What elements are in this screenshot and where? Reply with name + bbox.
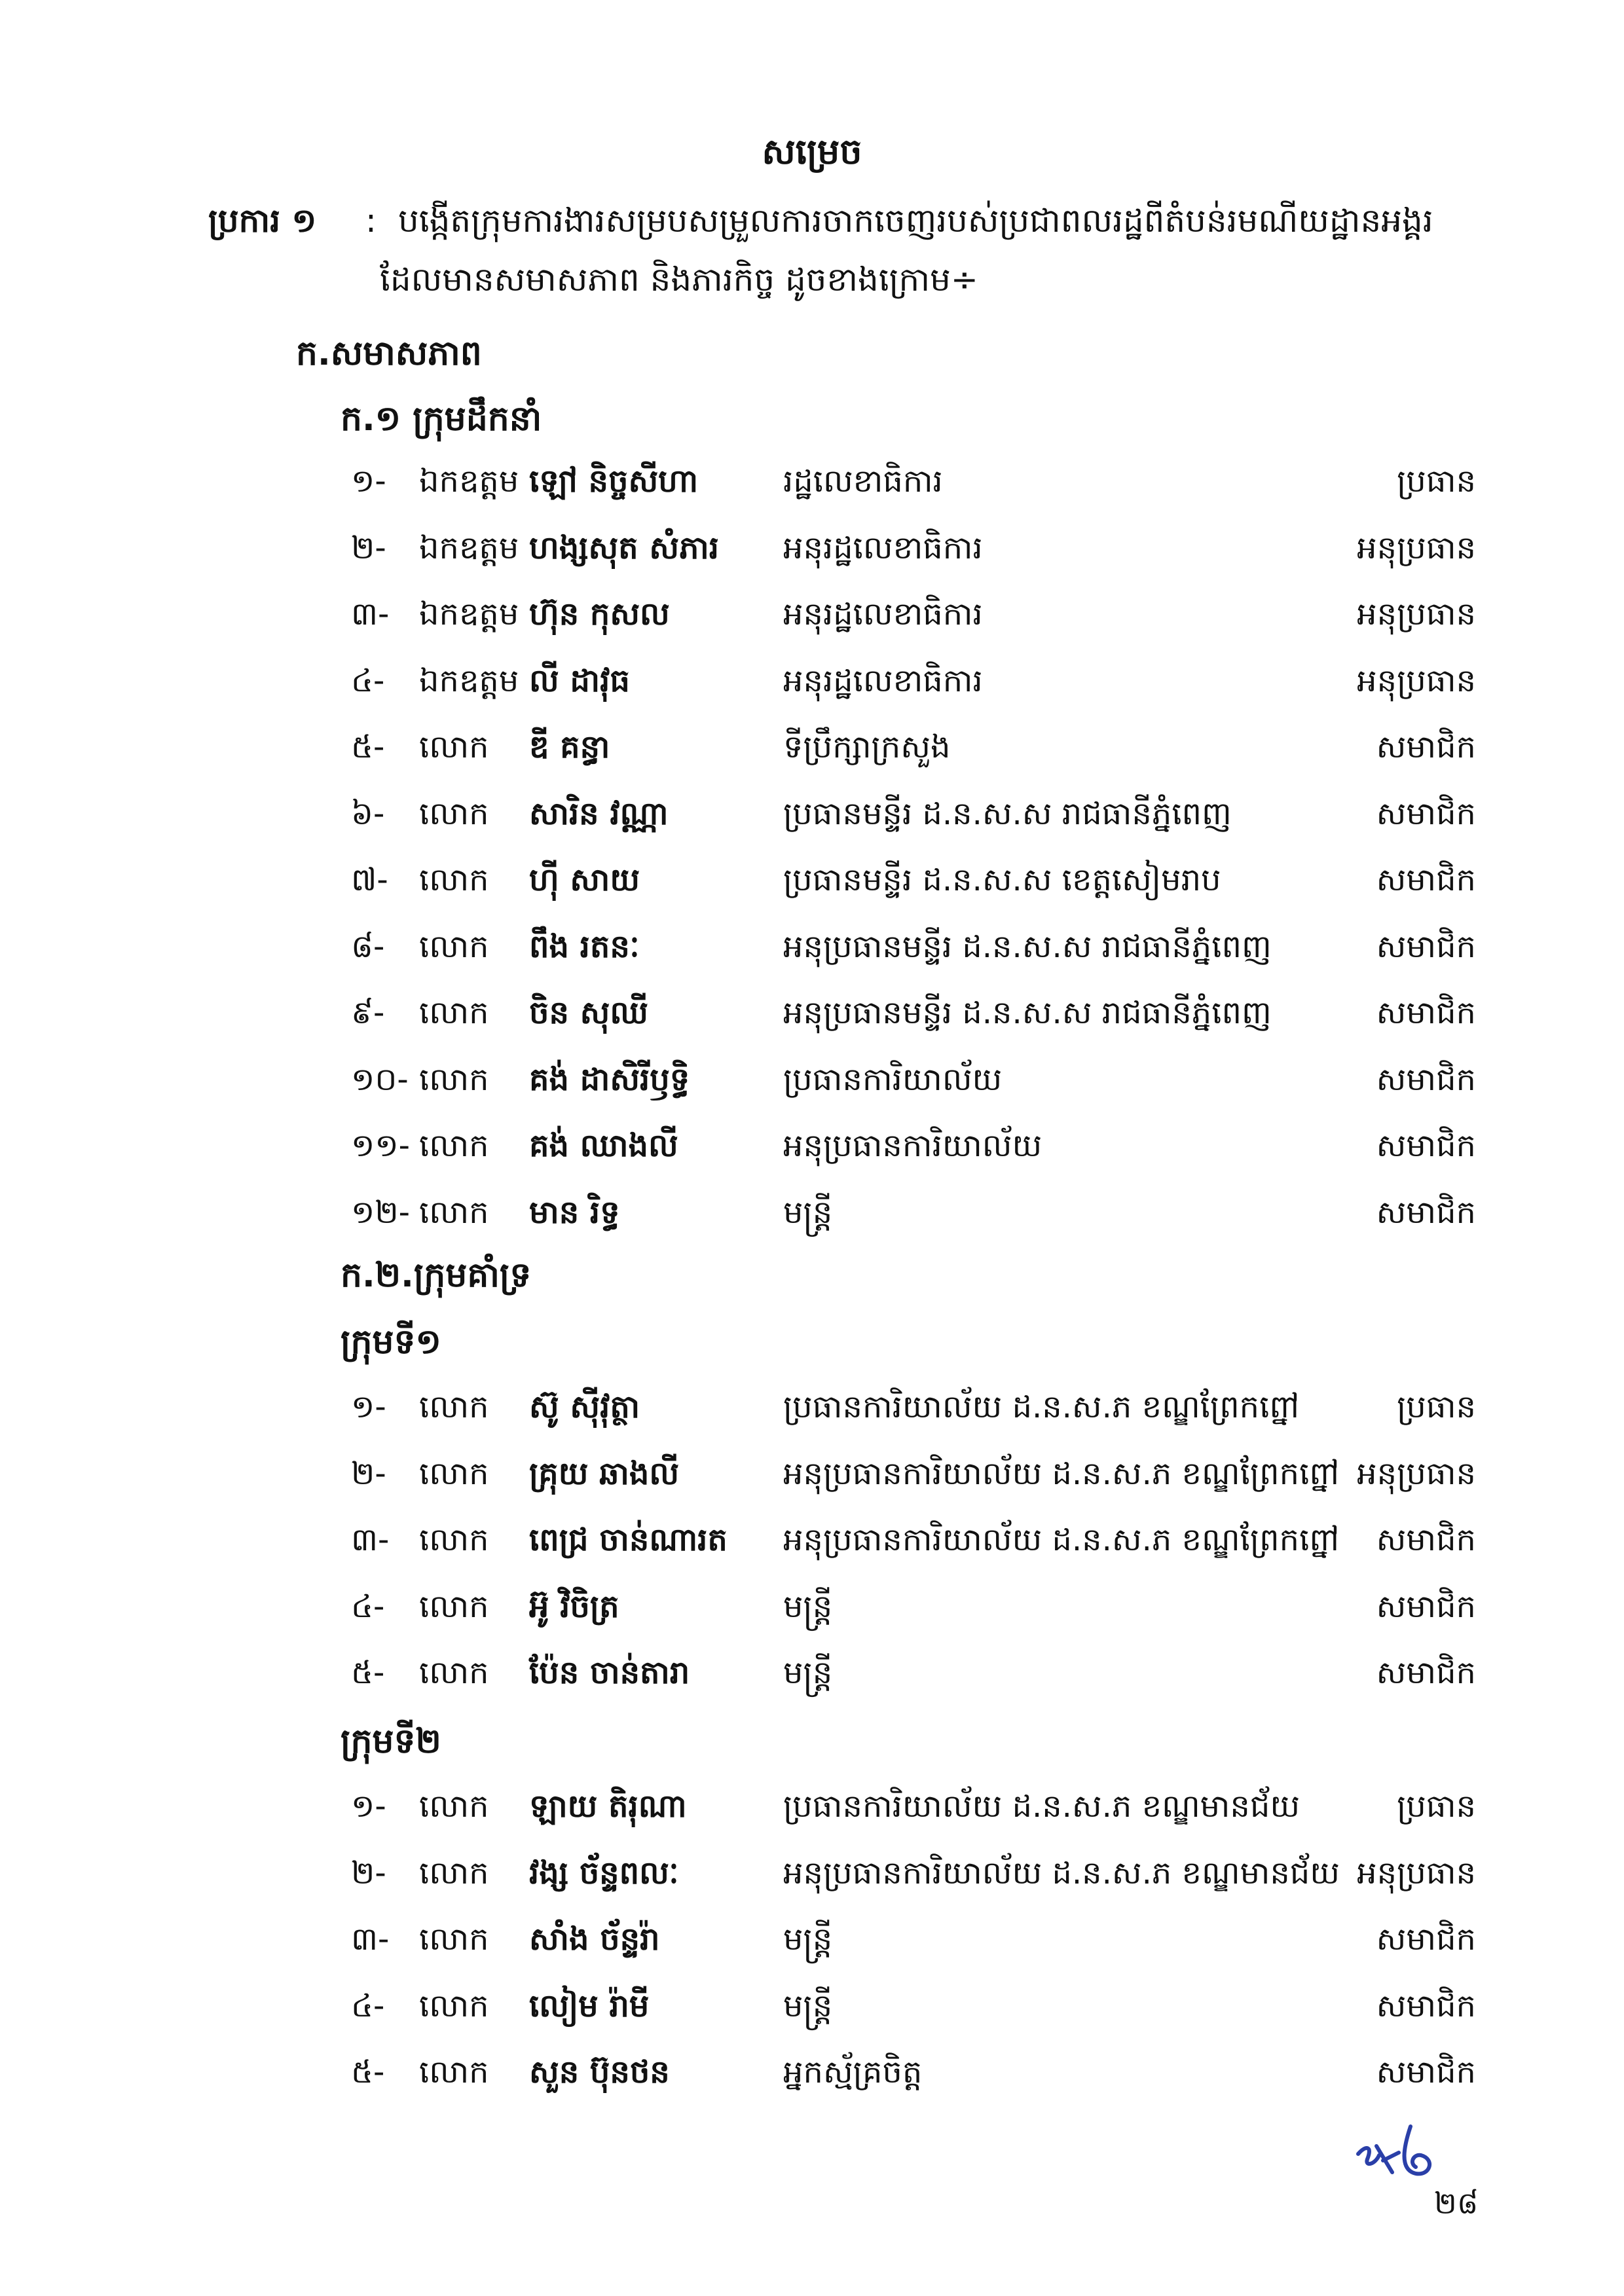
decision-heading: សម្រេច (762, 131, 862, 172)
item-role: សមាជិក (1376, 1522, 1476, 1558)
item-position: អនុប្រធានការិយាល័យ ដ.ន.ស.ភ ខណ្ឌព្រែកព្នៅ (783, 1522, 1340, 1558)
item-name: អ៊ូ វិចិត្រ (529, 1588, 619, 1625)
item-honorific: លោក (419, 1389, 489, 1425)
item-honorific: លោក (419, 862, 489, 898)
item-name: ប៉ែន ចាន់តារា (529, 1654, 690, 1691)
item-name: គង់ ដាសិរីឫទ្ធិ (529, 1061, 690, 1098)
item-honorific: ឯកឧត្តម (419, 662, 519, 699)
section-leadership-group: ក.១ ក្រុមដឹកនាំ (341, 399, 542, 439)
item-name: គង់ ឈាងលី (529, 1127, 678, 1164)
list-item (0, 1116, 1624, 1175)
section-support-group: ក.២.ក្រុមគាំទ្រ (341, 1256, 532, 1295)
item-honorific: លោក (419, 1921, 489, 1958)
item-position: អនុប្រធានមន្ទីរ ដ.ន.ស.ស រាជធានីភ្នំពេញ (783, 994, 1272, 1031)
item-number: ៥- (351, 2054, 385, 2090)
list-item (0, 784, 1624, 843)
item-number: ១២- (351, 1194, 410, 1231)
item-position: ប្រធានការិយាល័យ ដ.ន.ស.ភ ខណ្ឌមានជ័យ (783, 1788, 1301, 1825)
item-position: មន្ត្រី (783, 1654, 833, 1691)
item-number: ៨- (351, 928, 385, 965)
list-item (0, 850, 1624, 909)
item-name: ហង្សសុត សំភារ (529, 529, 719, 566)
section-composition: ក.សមាសភាព (296, 334, 482, 373)
article-one (208, 191, 1492, 309)
item-name: មាន រិទ្ធ (529, 1194, 620, 1231)
item-honorific: លោក (419, 1522, 489, 1558)
item-role: សមាជិក (1376, 1987, 1476, 2024)
group2-title: ក្រុមទី២ (341, 1722, 441, 1761)
item-role: អនុប្រធាន (1357, 529, 1476, 566)
list-item (0, 1777, 1624, 1836)
item-name: ឡាយ តិរុណា (529, 1788, 687, 1825)
item-honorific: លោក (419, 2054, 489, 2090)
item-name: ចិន សុឈី (529, 994, 648, 1031)
item-honorific: លោក (419, 1654, 489, 1691)
item-name: ហ៊ី សាយ (529, 862, 640, 898)
item-honorific: ឯកឧត្តម (419, 529, 519, 566)
item-role: សមាជិក (1376, 1061, 1476, 1098)
item-honorific: ឯកឧត្តម (419, 596, 519, 632)
initials-signature (1353, 2113, 1451, 2185)
item-number: ៤- (351, 1987, 385, 2024)
item-position: ប្រធានមន្ទីរ ដ.ន.ស.ស ខេត្តសៀមរាប (783, 862, 1221, 898)
item-honorific: លោក (419, 1588, 489, 1625)
item-number: ១- (351, 1788, 386, 1825)
item-role: សមាជិក (1376, 1921, 1476, 1958)
item-honorific: លោក (419, 1455, 489, 1492)
item-number: ១- (351, 1389, 386, 1425)
item-role: សមាជិក (1376, 1588, 1476, 1625)
list-item (0, 983, 1624, 1042)
item-number: ៩- (351, 994, 385, 1031)
item-name: គ្រុយ ឆាងលី (529, 1455, 680, 1492)
article-colon: : (365, 202, 377, 240)
item-number: ៤- (351, 1588, 385, 1625)
article-text-line2: ដែលមានសមាសភាព និងភារកិច្ច ដូចខាងក្រោម÷ (380, 261, 978, 299)
item-position: ប្រធានការិយាល័យ ដ.ន.ស.ភ ខណ្ឌព្រែកព្នៅ (783, 1389, 1300, 1425)
item-position: អនុប្រធានការិយាល័យ (783, 1127, 1043, 1164)
item-honorific: លោក (419, 1854, 489, 1891)
item-position: ទីប្រឹក្សាក្រសួង (783, 729, 951, 765)
list-item (0, 1977, 1624, 2035)
item-position: រដ្ឋលេខាធិការ (783, 463, 943, 500)
item-position: អ្នកស្ម័គ្រចិត្ត (783, 2054, 923, 2090)
item-role: អនុប្រធាន (1357, 662, 1476, 699)
list-item (0, 452, 1624, 511)
article-label: ប្រការ ១ (208, 202, 317, 240)
item-number: ១១- (351, 1127, 410, 1164)
item-role: អនុប្រធាន (1357, 1854, 1476, 1891)
item-number: ៣- (351, 1522, 390, 1558)
item-position: មន្ត្រី (783, 1588, 833, 1625)
item-number: ៥- (351, 729, 385, 765)
item-number: ៣- (351, 1921, 390, 1958)
item-honorific: លោក (419, 994, 489, 1031)
item-role: សមាជិក (1376, 1654, 1476, 1691)
item-role: សមាជិក (1376, 928, 1476, 965)
item-position: មន្ត្រី (783, 1921, 833, 1958)
item-honorific: លោក (419, 1127, 489, 1164)
item-role: សមាជិក (1376, 1127, 1476, 1164)
item-role: សមាជិក (1376, 1194, 1476, 1231)
item-position: មន្ត្រី (783, 1987, 833, 2024)
item-role: សមាជិក (1376, 862, 1476, 898)
item-position: អនុរដ្ឋលេខាធិការ (783, 596, 983, 632)
item-honorific: ឯកឧត្តម (419, 463, 519, 500)
item-position: អនុរដ្ឋលេខាធិការ (783, 529, 983, 566)
item-role: សមាជិក (1376, 2054, 1476, 2090)
item-number: ២- (351, 1455, 386, 1492)
item-name: ឡៅ និច្ចសីហា (529, 463, 699, 500)
list-item (0, 1910, 1624, 1969)
item-number: ២- (351, 1854, 386, 1891)
list-item (0, 519, 1624, 577)
item-position: ប្រធានមន្ទីរ ដ.ន.ស.ស រាជធានីភ្នំពេញ (783, 795, 1232, 832)
item-name: ហ៊ុន កុសល (529, 596, 670, 632)
item-role: ប្រធាន (1397, 1389, 1476, 1425)
item-role: សមាជិក (1376, 994, 1476, 1031)
item-number: ៦- (351, 795, 385, 832)
item-honorific: លោក (419, 1788, 489, 1825)
item-name: លៀម រ៉ាមី (529, 1987, 650, 2024)
article-text-line1: បង្កើតក្រុមការងារសម្របសម្រួលការចាកចេញរបស់ប្រជាពលរដ្ឋពីតំបន់រមណីយដ្ឋានអង្គរ (398, 202, 1433, 240)
item-number: ៥- (351, 1654, 385, 1691)
item-honorific: លោក (419, 795, 489, 832)
item-role: សមាជិក (1376, 729, 1476, 765)
item-name: ពេជ្រ ចាន់ណារត (529, 1522, 728, 1558)
list-item (0, 1050, 1624, 1109)
list-item (0, 651, 1624, 710)
item-name: សួន ប៊ុនថន (529, 2054, 670, 2090)
page-number: ២៨ (1434, 2185, 1479, 2221)
item-honorific: លោក (419, 928, 489, 965)
item-honorific: លោក (419, 729, 489, 765)
item-number: ៣- (351, 596, 390, 632)
item-role: ប្រធាន (1397, 1788, 1476, 1825)
list-item (0, 1577, 1624, 1636)
item-name: វង្ស ច័ន្ទពលៈ (529, 1854, 679, 1891)
item-role: អនុប្រធាន (1357, 1455, 1476, 1492)
item-honorific: លោក (419, 1194, 489, 1231)
item-number: ៤- (351, 662, 385, 699)
list-item (0, 1377, 1624, 1436)
item-name: ស៊ូ ស៊ីវុត្ថា (529, 1389, 640, 1425)
list-item (0, 1844, 1624, 1903)
group1-title: ក្រុមទី១ (341, 1322, 441, 1362)
item-position: មន្ត្រី (783, 1194, 833, 1231)
item-position: ប្រធានការិយាល័យ (783, 1061, 1003, 1098)
item-number: ៧- (351, 862, 388, 898)
list-item (0, 718, 1624, 776)
item-name: សាំង ច័ន្ទរ៉ា (529, 1921, 660, 1958)
item-number: ២- (351, 529, 386, 566)
item-name: សារិន វណ្ណា (529, 795, 669, 832)
item-honorific: លោក (419, 1061, 489, 1098)
item-honorific: លោក (419, 1987, 489, 2024)
item-role: អនុប្រធាន (1357, 596, 1476, 632)
item-role: ប្រធាន (1397, 463, 1476, 500)
list-item (0, 1444, 1624, 1503)
item-position: អនុប្រធានមន្ទីរ ដ.ន.ស.ស រាជធានីភ្នំពេញ (783, 928, 1272, 965)
item-name: លី ដាវុធ (529, 662, 630, 699)
list-item (0, 1183, 1624, 1242)
item-position: អនុប្រធានការិយាល័យ ដ.ន.ស.ភ ខណ្ឌព្រែកព្នៅ (783, 1455, 1340, 1492)
item-name: ពឹង រតនៈ (529, 928, 640, 965)
item-role: សមាជិក (1376, 795, 1476, 832)
item-number: ១០- (351, 1061, 409, 1098)
item-number: ១- (351, 463, 386, 500)
item-position: អនុប្រធានការិយាល័យ ដ.ន.ស.ភ ខណ្ឌមានជ័យ (783, 1854, 1340, 1891)
list-item (0, 1510, 1624, 1569)
list-item (0, 1643, 1624, 1702)
item-position: អនុរដ្ឋលេខាធិការ (783, 662, 983, 699)
list-item (0, 2043, 1624, 2102)
list-item (0, 917, 1624, 976)
item-name: ឌី គន្ធា (529, 729, 610, 765)
list-item (0, 585, 1624, 644)
